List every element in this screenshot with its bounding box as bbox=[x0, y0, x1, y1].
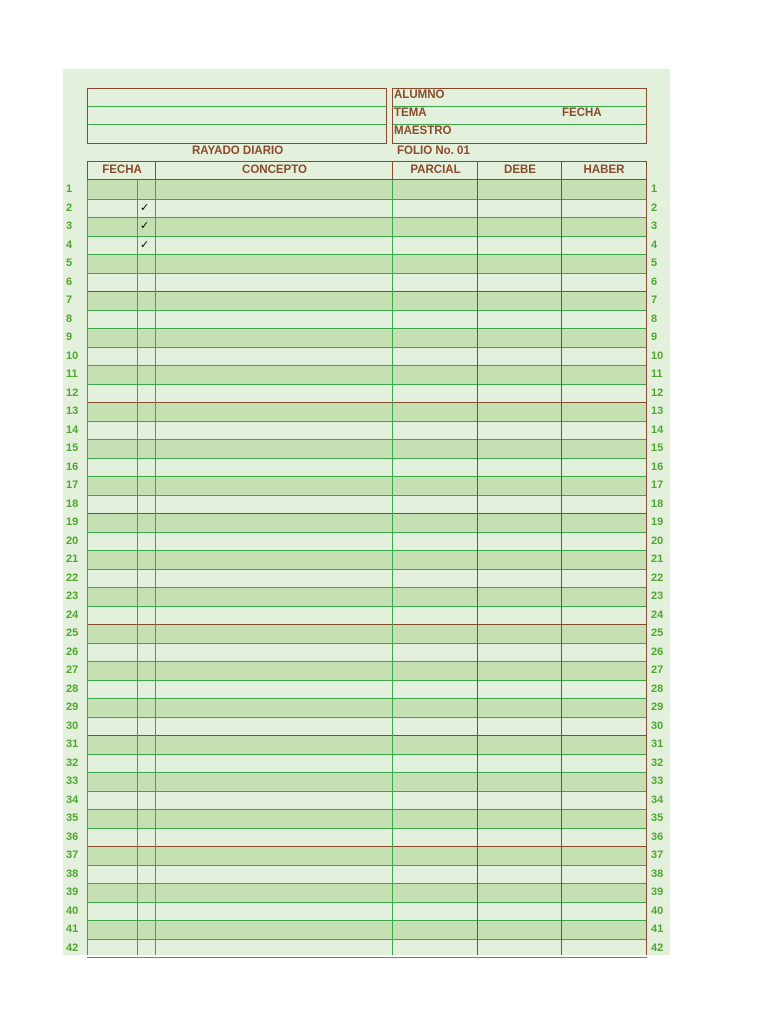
row-number-right: 9 bbox=[651, 331, 658, 343]
row-divider bbox=[87, 828, 647, 829]
row-number-right: 12 bbox=[651, 386, 664, 399]
row-number-right: 13 bbox=[651, 405, 664, 417]
row-number-right: 14 bbox=[651, 423, 664, 436]
row-number-right: 32 bbox=[651, 756, 664, 769]
row-divider bbox=[87, 365, 647, 366]
row-number-right: 26 bbox=[651, 645, 664, 658]
row-number-left: 26 bbox=[66, 645, 79, 658]
row-number-left: 27 bbox=[66, 664, 79, 676]
table-row[interactable] bbox=[87, 828, 647, 847]
table-row[interactable] bbox=[87, 920, 647, 939]
row-number-left: 4 bbox=[66, 238, 73, 251]
row-number-left: 41 bbox=[66, 923, 79, 935]
row-number-left: 36 bbox=[66, 830, 79, 843]
row-divider bbox=[87, 421, 647, 422]
row-number-left: 21 bbox=[66, 553, 79, 565]
table-row[interactable] bbox=[87, 310, 647, 329]
row-number-left: 37 bbox=[66, 849, 79, 861]
row-divider bbox=[87, 680, 647, 681]
row-number-left: 15 bbox=[66, 442, 79, 454]
table-row[interactable] bbox=[87, 698, 647, 717]
row-number-left: 12 bbox=[66, 386, 79, 399]
row-number-left: 10 bbox=[66, 349, 79, 362]
row-number-left: 23 bbox=[66, 590, 79, 602]
row-number-left: 5 bbox=[66, 257, 73, 269]
table-row[interactable] bbox=[87, 347, 647, 366]
row-divider bbox=[87, 217, 647, 218]
table-row[interactable] bbox=[87, 421, 647, 440]
tema-label: TEMA bbox=[394, 107, 427, 119]
table-row[interactable] bbox=[87, 476, 647, 495]
row-divider bbox=[87, 569, 647, 570]
row-divider bbox=[87, 402, 647, 403]
table-row[interactable] bbox=[87, 236, 647, 255]
row-number-left: 16 bbox=[66, 460, 79, 473]
folio-label: FOLIO No. 01 bbox=[397, 145, 470, 157]
row-divider bbox=[87, 643, 647, 644]
row-divider bbox=[87, 754, 647, 755]
row-divider bbox=[87, 717, 647, 718]
row-divider bbox=[87, 587, 647, 588]
row-number-right: 5 bbox=[651, 257, 658, 269]
row-divider bbox=[87, 476, 647, 477]
row-number-right: 15 bbox=[651, 442, 664, 454]
row-divider bbox=[87, 439, 647, 440]
row-divider bbox=[87, 310, 647, 311]
table-row[interactable] bbox=[87, 624, 647, 643]
row-number-right: 25 bbox=[651, 627, 664, 639]
column-divider bbox=[155, 180, 156, 955]
row-divider bbox=[87, 939, 647, 940]
row-number-left: 38 bbox=[66, 867, 79, 880]
table-row[interactable] bbox=[87, 809, 647, 828]
column-divider bbox=[646, 180, 647, 955]
column-header-haber: HABER bbox=[561, 161, 647, 180]
check-icon[interactable]: ✓ bbox=[140, 220, 150, 232]
table-row[interactable] bbox=[87, 199, 647, 218]
row-number-right: 27 bbox=[651, 664, 664, 676]
row-number-right: 35 bbox=[651, 812, 664, 824]
row-divider bbox=[87, 624, 647, 625]
column-divider bbox=[477, 180, 478, 955]
row-number-right: 7 bbox=[651, 294, 658, 306]
row-divider bbox=[87, 273, 647, 274]
table-row[interactable] bbox=[87, 439, 647, 458]
row-divider bbox=[87, 513, 647, 514]
row-number-right: 40 bbox=[651, 904, 664, 917]
table-row[interactable] bbox=[87, 606, 647, 625]
row-number-right: 28 bbox=[651, 682, 664, 695]
row-number-right: 19 bbox=[651, 516, 664, 528]
table-row[interactable] bbox=[87, 661, 647, 680]
row-divider bbox=[87, 809, 647, 810]
row-divider bbox=[87, 236, 647, 237]
row-number-right: 11 bbox=[651, 368, 663, 380]
table-row[interactable] bbox=[87, 273, 647, 292]
row-divider bbox=[87, 791, 647, 792]
row-number-left: 42 bbox=[66, 941, 79, 954]
row-number-left: 17 bbox=[66, 479, 79, 491]
row-divider bbox=[87, 550, 647, 551]
row-number-left: 33 bbox=[66, 775, 79, 787]
table-row[interactable] bbox=[87, 939, 647, 958]
row-number-right: 2 bbox=[651, 201, 658, 214]
row-number-right: 20 bbox=[651, 534, 664, 547]
row-number-left: 39 bbox=[66, 886, 79, 898]
table-row[interactable] bbox=[87, 865, 647, 884]
alumno-label: ALUMNO bbox=[394, 89, 445, 101]
row-number-right: 10 bbox=[651, 349, 664, 362]
maestro-label: MAESTRO bbox=[394, 125, 452, 137]
table-row[interactable] bbox=[87, 217, 647, 236]
left-header-box bbox=[87, 88, 387, 144]
row-number-left: 34 bbox=[66, 793, 79, 806]
table-row[interactable] bbox=[87, 846, 647, 865]
row-divider bbox=[87, 199, 647, 200]
table-row[interactable] bbox=[87, 365, 647, 384]
row-divider bbox=[87, 883, 647, 884]
table-row[interactable] bbox=[87, 291, 647, 310]
row-number-left: 25 bbox=[66, 627, 79, 639]
row-divider bbox=[87, 347, 647, 348]
row-number-right: 24 bbox=[651, 608, 664, 621]
row-divider bbox=[87, 698, 647, 699]
row-number-right: 34 bbox=[651, 793, 664, 806]
row-number-left: 2 bbox=[66, 201, 73, 214]
table-row[interactable] bbox=[87, 680, 647, 699]
row-number-right: 29 bbox=[651, 701, 664, 713]
row-divider bbox=[87, 661, 647, 662]
row-number-right: 3 bbox=[651, 220, 658, 232]
row-divider bbox=[87, 291, 647, 292]
fecha-header-label: FECHA bbox=[562, 107, 602, 119]
row-number-left: 9 bbox=[66, 331, 73, 343]
row-divider bbox=[87, 606, 647, 607]
row-number-right: 1 bbox=[651, 183, 658, 195]
table-row[interactable] bbox=[87, 513, 647, 532]
row-number-right: 30 bbox=[651, 719, 664, 732]
row-number-left: 1 bbox=[66, 183, 73, 195]
table-row[interactable] bbox=[87, 495, 647, 514]
column-header-parcial: PARCIAL bbox=[392, 161, 478, 180]
row-number-right: 42 bbox=[651, 941, 664, 954]
row-number-right: 22 bbox=[651, 571, 664, 584]
row-divider bbox=[87, 458, 647, 459]
row-number-left: 20 bbox=[66, 534, 79, 547]
column-divider bbox=[392, 180, 393, 955]
page-title: RAYADO DIARIO bbox=[192, 145, 284, 157]
table-row[interactable] bbox=[87, 384, 647, 403]
row-divider bbox=[87, 735, 647, 736]
row-divider bbox=[87, 846, 647, 847]
table-row[interactable] bbox=[87, 587, 647, 606]
row-number-right: 41 bbox=[651, 923, 664, 935]
row-number-right: 38 bbox=[651, 867, 664, 880]
row-number-left: 3 bbox=[66, 220, 73, 232]
table-row[interactable] bbox=[87, 550, 647, 569]
row-divider bbox=[87, 772, 647, 773]
row-number-left: 24 bbox=[66, 608, 79, 621]
table-row[interactable] bbox=[87, 735, 647, 754]
column-header-fecha: FECHA bbox=[87, 161, 156, 180]
table-row[interactable] bbox=[87, 717, 647, 736]
row-number-right: 8 bbox=[651, 312, 658, 325]
row-number-left: 32 bbox=[66, 756, 79, 769]
row-number-right: 16 bbox=[651, 460, 664, 473]
row-divider bbox=[87, 865, 647, 866]
left-header-row-1[interactable] bbox=[88, 89, 386, 107]
check-icon[interactable]: ✓ bbox=[140, 238, 150, 251]
row-number-left: 13 bbox=[66, 405, 79, 417]
table-row[interactable] bbox=[87, 791, 647, 810]
table-row[interactable] bbox=[87, 328, 647, 347]
column-header-concepto: CONCEPTO bbox=[155, 161, 393, 180]
row-number-left: 11 bbox=[66, 368, 78, 380]
row-number-right: 37 bbox=[651, 849, 664, 861]
row-number-right: 4 bbox=[651, 238, 658, 251]
grid-bottom-border bbox=[87, 957, 647, 958]
table-row[interactable] bbox=[87, 772, 647, 791]
row-divider bbox=[87, 254, 647, 255]
row-number-right: 6 bbox=[651, 275, 658, 288]
row-number-right: 21 bbox=[651, 553, 664, 565]
row-number-left: 19 bbox=[66, 516, 79, 528]
table-row[interactable] bbox=[87, 402, 647, 421]
row-divider bbox=[87, 328, 647, 329]
row-number-right: 39 bbox=[651, 886, 664, 898]
table-row[interactable] bbox=[87, 458, 647, 477]
row-divider bbox=[87, 384, 647, 385]
row-number-left: 6 bbox=[66, 275, 73, 288]
table-row[interactable] bbox=[87, 180, 647, 199]
table-row[interactable] bbox=[87, 532, 647, 551]
row-divider bbox=[87, 532, 647, 533]
column-divider bbox=[137, 180, 138, 955]
row-number-right: 23 bbox=[651, 590, 664, 602]
row-divider bbox=[87, 920, 647, 921]
row-number-left: 29 bbox=[66, 701, 79, 713]
table-row[interactable] bbox=[87, 569, 647, 588]
row-number-left: 40 bbox=[66, 904, 79, 917]
table-row[interactable] bbox=[87, 883, 647, 902]
row-number-left: 8 bbox=[66, 312, 73, 325]
row-number-left: 31 bbox=[66, 738, 79, 750]
row-number-right: 36 bbox=[651, 830, 664, 843]
row-number-right: 18 bbox=[651, 497, 664, 510]
check-icon[interactable]: ✓ bbox=[140, 201, 150, 214]
row-divider bbox=[87, 902, 647, 903]
column-divider bbox=[87, 180, 88, 955]
row-number-left: 14 bbox=[66, 423, 79, 436]
row-number-left: 35 bbox=[66, 812, 79, 824]
column-header-debe: DEBE bbox=[477, 161, 562, 180]
column-divider bbox=[561, 180, 562, 955]
table-row[interactable] bbox=[87, 754, 647, 773]
table-row[interactable] bbox=[87, 254, 647, 273]
left-header-row-3[interactable] bbox=[88, 125, 386, 143]
row-number-right: 17 bbox=[651, 479, 664, 491]
row-divider bbox=[87, 495, 647, 496]
row-number-left: 22 bbox=[66, 571, 79, 584]
row-number-right: 31 bbox=[651, 738, 664, 750]
row-number-left: 18 bbox=[66, 497, 79, 510]
row-number-right: 33 bbox=[651, 775, 664, 787]
table-row[interactable] bbox=[87, 643, 647, 662]
row-number-left: 7 bbox=[66, 294, 73, 306]
row-number-left: 30 bbox=[66, 719, 79, 732]
row-number-left: 28 bbox=[66, 682, 79, 695]
left-header-row-2[interactable] bbox=[88, 107, 386, 125]
table-row[interactable] bbox=[87, 902, 647, 921]
